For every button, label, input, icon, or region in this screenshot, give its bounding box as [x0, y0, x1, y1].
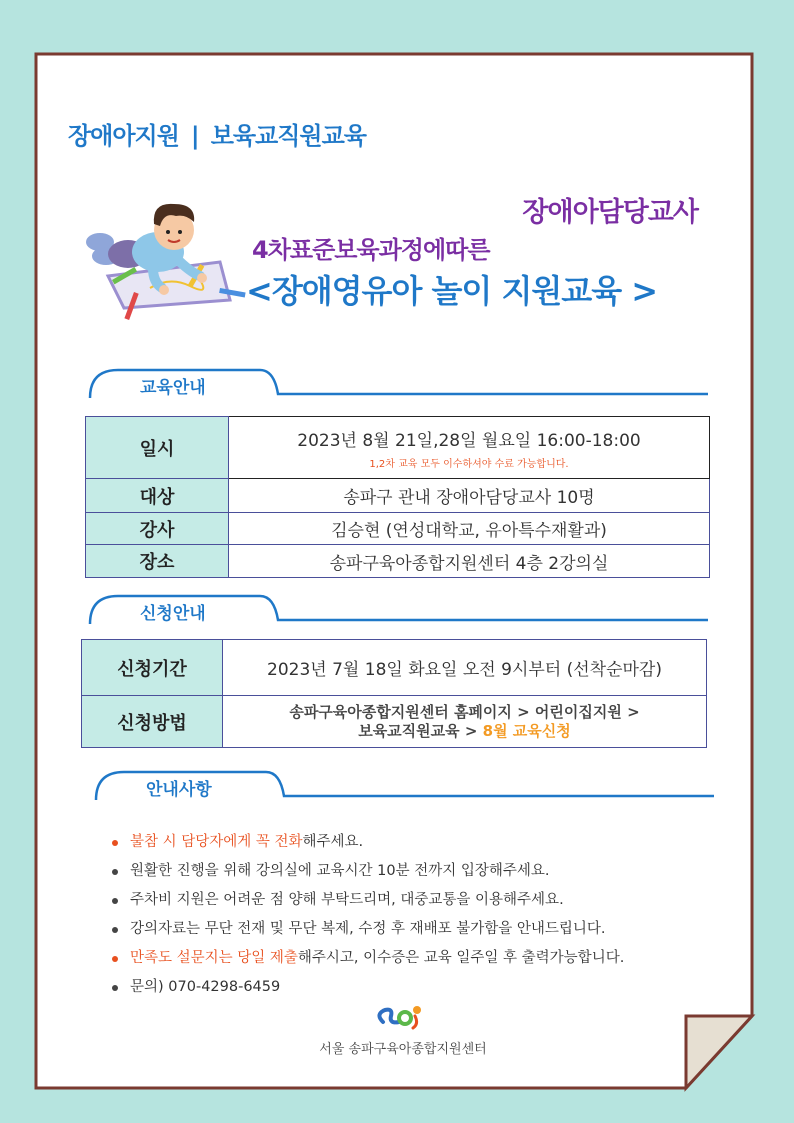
date-cell	[229, 417, 710, 479]
category-right: 보육교직원교육	[210, 122, 366, 150]
lecturer-value: 김승현 (연성대학교, 유아특수재활과)	[229, 513, 710, 545]
method-line-1: 송파구육아종합지원센터 홈페이지 > 어린이집지원 >	[289, 702, 640, 721]
category-header	[68, 116, 366, 151]
date-label: 일시	[86, 417, 229, 479]
list-item	[108, 886, 624, 915]
section-notice	[94, 768, 716, 802]
table-row	[86, 479, 710, 513]
target-value: 송파구 관내 장애아담당교사 10명	[229, 479, 710, 513]
target-label: 대상	[86, 479, 229, 513]
title-line-2: 4차표준보육과정에따른	[252, 236, 490, 264]
table-row	[86, 545, 710, 578]
education-table	[85, 416, 710, 578]
method-cell	[223, 696, 707, 748]
note-highlight: 불참 시 담당자에게 꼭 전화	[130, 834, 303, 850]
bullet-icon	[112, 840, 118, 846]
date-value: 2023년 8월 21일,28일 월요일 16:00-18:00	[297, 430, 641, 451]
bullet-icon	[112, 898, 118, 904]
list-item	[108, 973, 624, 1002]
note-text: 주차비 지원은 어려운 점 양해 부탁드리며, 대중교통을 이용해주세요.	[130, 892, 564, 908]
list-item	[108, 828, 624, 857]
list-item	[108, 944, 624, 973]
table-row	[86, 513, 710, 545]
center-logo-icon	[373, 1000, 433, 1032]
center-name: 서울 송파구육아종합지원센터	[319, 1042, 487, 1057]
note-highlight: 만족도 설문지는 당일 제출	[130, 950, 298, 966]
footer-logo	[308, 1000, 498, 1057]
category-separator: |	[190, 122, 199, 150]
place-label: 장소	[86, 545, 229, 578]
table-row	[86, 417, 710, 479]
period-value: 2023년 7월 18일 화요일 오전 9시부터 (선착순마감)	[223, 640, 707, 696]
child-drawing-illustration	[80, 196, 250, 326]
category-left: 장애아지원	[68, 122, 179, 150]
method-line-2	[224, 722, 705, 741]
notice-list	[108, 828, 624, 1002]
note-text: 원활한 진행을 위해 강의실에 교육시간 10분 전까지 입장해주세요.	[130, 863, 550, 879]
list-item	[108, 915, 624, 944]
place-value: 송파구육아종합지원센터 4층 2강의실	[229, 545, 710, 578]
bullet-icon	[112, 927, 118, 933]
note-text: 해주세요.	[302, 834, 364, 850]
method-highlight: 8월 교육신청	[482, 721, 571, 740]
date-note: 1,2차 교육 모두 이수하셔야 수료 가능합니다.	[369, 458, 569, 470]
note-text: 해주시고, 이수증은 교육 일주일 후 출력가능합니다.	[297, 950, 625, 966]
method-label: 신청방법	[82, 696, 223, 748]
section-application-title: 신청안내	[140, 604, 206, 624]
method-line-2-prefix: 보육교직원교육 >	[358, 721, 483, 740]
table-row	[82, 640, 707, 696]
section-application	[88, 592, 710, 626]
bullet-icon	[112, 869, 118, 875]
section-education	[88, 366, 710, 400]
note-text: 문의) 070-4298-6459	[130, 979, 281, 995]
table-row	[82, 696, 707, 748]
lecturer-label: 강사	[86, 513, 229, 545]
list-item	[108, 857, 624, 886]
application-table	[81, 639, 707, 748]
title-line-1: 장애아담당교사	[522, 197, 698, 228]
note-text: 강의자료는 무단 전재 및 무단 복제, 수정 후 재배포 불가함을 안내드립니다.	[130, 921, 606, 937]
bullet-icon	[112, 985, 118, 991]
section-education-title: 교육안내	[140, 378, 206, 398]
bullet-icon	[112, 956, 118, 962]
section-notice-title: 안내사항	[146, 780, 212, 800]
title-line-3: <장애영유아 놀이 지원교육 >	[246, 272, 658, 310]
period-label: 신청기간	[82, 640, 223, 696]
